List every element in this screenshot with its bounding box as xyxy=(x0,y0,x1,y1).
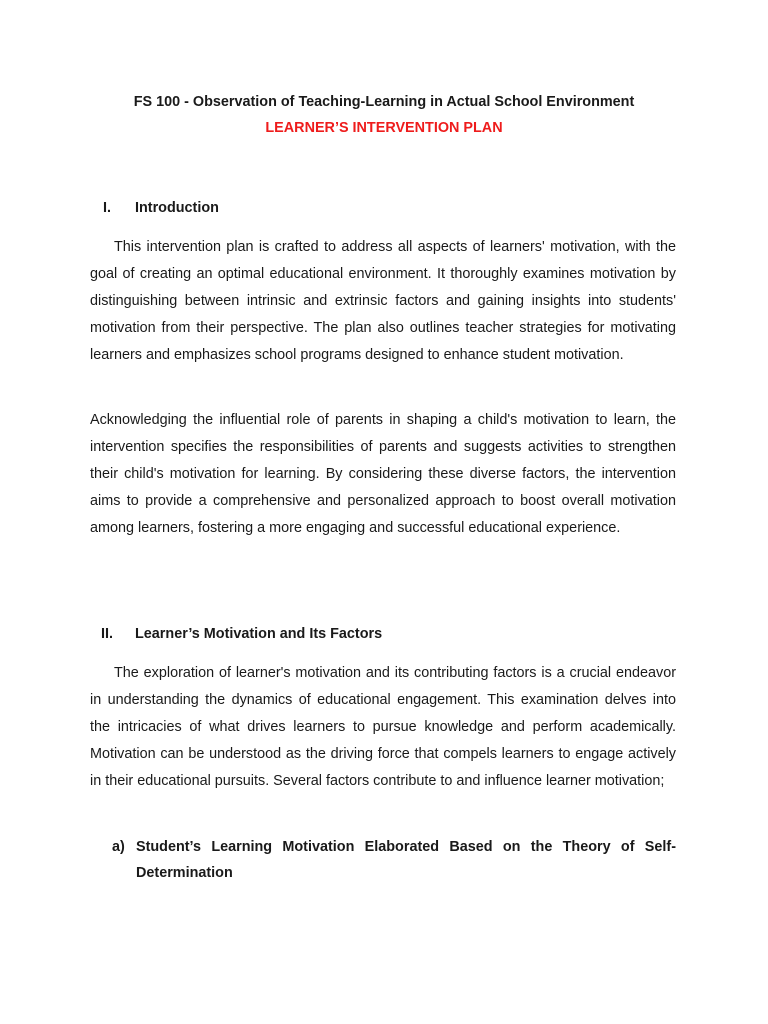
section-number: II. xyxy=(101,626,113,642)
subsection-title: Student’s Learning Motivation Elaborated Based on the Theory of Self-Determination xyxy=(136,839,676,881)
section-title: Introduction xyxy=(135,200,219,216)
section-number: I. xyxy=(103,200,111,216)
paragraph xyxy=(90,407,676,542)
paragraph xyxy=(90,660,676,795)
paragraph xyxy=(90,234,676,369)
subsection-label: a) xyxy=(112,839,125,855)
section-heading-motivation xyxy=(90,625,382,643)
paragraph-text: Acknowledging the influential role of parents in shaping a child's motivation to learn, the intervention specifies the responsibilities of parents and suggests activities to strengthen their child's motivation for learning. By considering these diverse factors, the intervention aims to provide a comprehensive and personalized approach to boost overall motivation among learners, fostering a more engaging and successful educational experience. xyxy=(90,412,676,536)
section-heading-introduction xyxy=(90,199,219,217)
document-subtitle: LEARNER’S INTERVENTION PLAN xyxy=(265,120,503,136)
document-title: FS 100 - Observation of Teaching-Learning in Actual School Environment xyxy=(133,94,635,110)
paragraph-text: This intervention plan is crafted to address all aspects of learners' motivation, with the goal of creating an optimal educational environment. It thoroughly examines motivation by distinguishing between intrinsic and extrinsic factors and gaining insights into students' motivation from their perspective. The plan also outlines teacher strategies for motivating learners and emphasizes school programs designed to enhance student motivation. xyxy=(90,239,676,363)
subsection-heading xyxy=(112,834,676,886)
paragraph-text: The exploration of learner's motivation and its contributing factors is a crucial endeavor in understanding the dynamics of educational engagement. This examination delves into the intricacies of what drives learners to pursue knowledge and perform academically. Motivation can be understood as the driving force that compels learners to engage actively in their educational pursuits. Several factors contribute to and influence learner motivation; xyxy=(90,665,676,789)
section-title: Learner’s Motivation and Its Factors xyxy=(135,626,383,642)
